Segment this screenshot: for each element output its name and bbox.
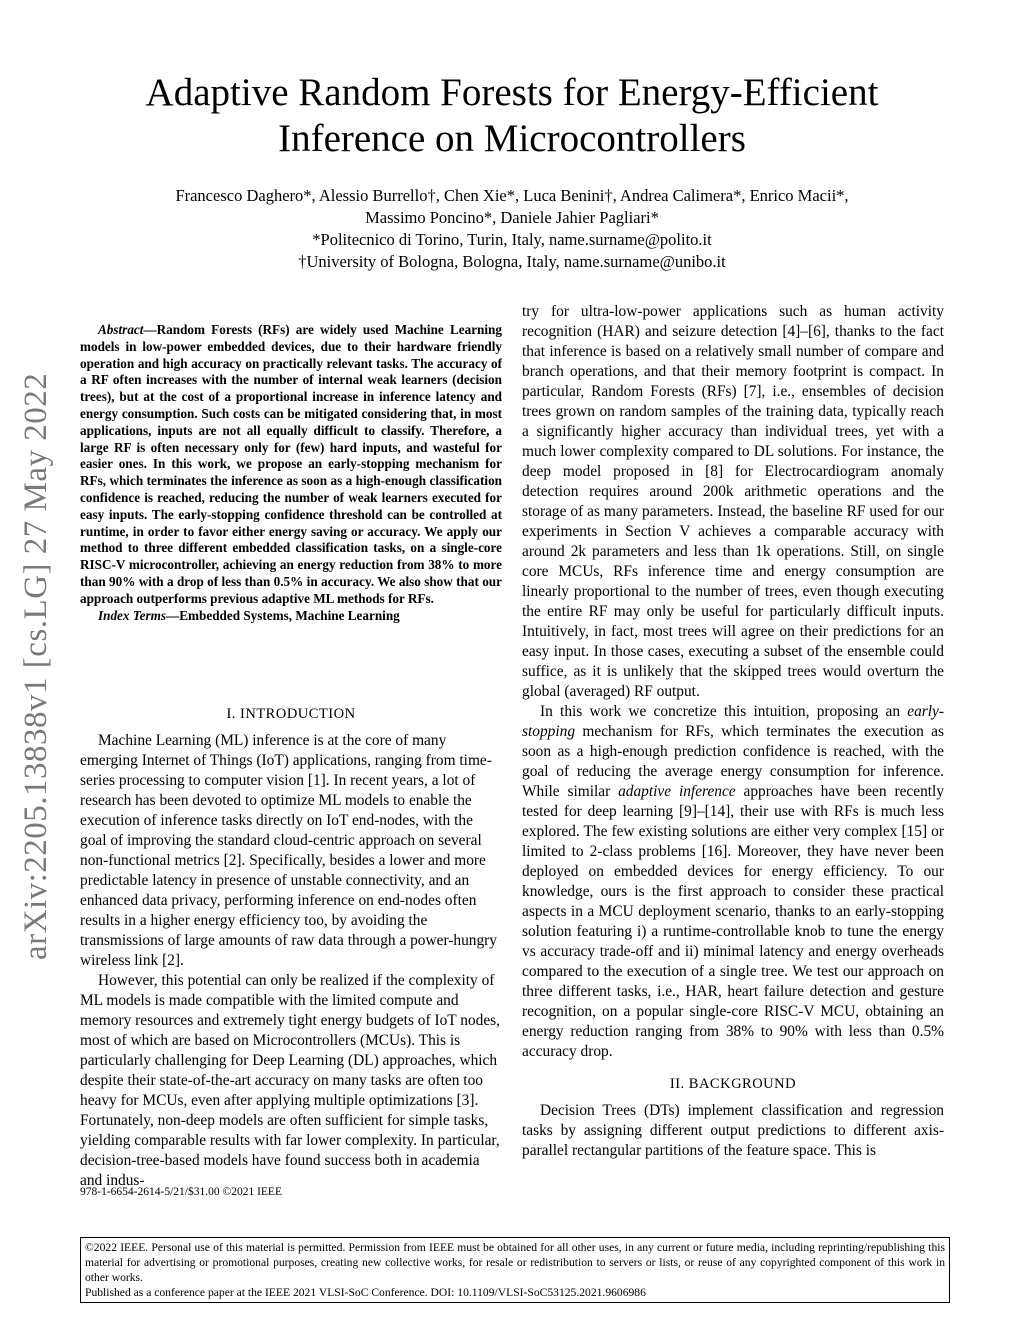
background-paragraph-1: Decision Trees (DTs) implement classification and regression tasks by assigning different output predictions to different axis-parallel rectangular partitions of the feature space. This is: [522, 1102, 944, 1159]
abstract: [80, 322, 502, 624]
intro-paragraph-4: [522, 702, 944, 1062]
index-terms-text: —Embedded Systems, Machine Learning: [166, 607, 400, 623]
authors-block: [80, 185, 944, 273]
authors-line-1: Francesco Daghero*, Alessio Burrello†, Chen Xie*, Luca Benini†, Andrea Calimera*, Enrico Macii*,: [175, 186, 849, 205]
intro-paragraph-1: Machine Learning (ML) inference is at the core of many emerging Internet of Things (IoT) applications, ranging from time-series processing to computer vision [1]. In recent years, a lot of research has been devoted to optimize ML models to enable the execution of inference tasks directly on IoT end-nodes, with the goal of improving the standard cloud-centric approach on several non-functional metrics [2]. Specifically, besides a lower and more predictable latency in presence of unstable connectivity, and an enhanced data privacy, performing inference on end-nodes often results in a higher energy efficiency too, by avoiding the transmissions of large amounts of raw data through a power-hungry wireless link [2].: [80, 732, 497, 969]
authors-line-2: Massimo Poncino*, Daniele Jahier Pagliari*: [365, 208, 659, 227]
intro-paragraph-3: try for ultra-low-power applications such as human activity recognition (HAR) and seizure detection [4]–[6], thanks to the fact that inference is based on a relatively small number of compare and branch operations, and that their memory footprint is compact. In particular, Random Forests (RFs) [7], i.e., ensembles of decision trees grown on random samples of the training data, typically reach a significantly higher accuracy than individual trees, yet with a much lower complexity compared to DL solutions. For instance, the deep model proposed in [8] for Electrocardiogram anomaly detection requires around 200k arithmetic operations and the storage of as many parameters. Instead, the baseline RF used for our experiments in Section V achieves a comparable accuracy with around 2k parameters and less than 1k operations. Still, on single core MCUs, RFs inference time and energy consumption are linearly proportional to the number of trees, even though executing the entire RF may only be useful for particularly difficult inputs. Intuitively, in fact, most trees will agree on their predictions for an easy input. In those cases, executing a subset of the ensemble could suffice, as it is unlikely that the skipped trees would overturn the global (averaged) RF output.: [522, 303, 944, 700]
left-column-body: [80, 692, 502, 1191]
abstract-text: —Random Forests (RFs) are widely used Machine Learning models in low-power embedded devices, due to their hardware friendly operation and high accuracy on practically relevant tasks. The accuracy of a RF often increases with the number of internal weak learners (decision trees), but at the cost of a proportional increase in inference latency and energy consumption. Such costs can be mitigated considering that, in most applications, inputs are not all equally difficult to classify. Therefore, a large RF is often necessary only for (few) hard inputs, and wasteful for easier ones. In this work, we propose an early-stopping mechanism for RFs, which terminates the inference as soon as a high-enough classification confidence is reached, reducing the number of weak learners executed for easy inputs. The early-stopping confidence threshold can be controlled at runtime, in order to favor either energy saving or accuracy. We apply our method to three different embedded classification tasks, on a single-core RISC-V microcontroller, achieving an energy reduction from 38% to more than 90% with a drop of less than 0.5% in accuracy. We also show that our approach outperforms previous adaptive ML methods for RFs.: [80, 322, 502, 606]
intro-p4-part-c: approaches have been recently tested for deep learning [9]–[14], their use with RFs is much less explored. The few existing solutions are either very complex [15] or limited to 2-class problems [16]. Moreover, they have never been deployed on embedded devices for energy efficiency. To our knowledge, ours is the first approach to consider these practical aspects in a MCU deployment scenario, thanks to an early-stopping solution featuring i) a runtime-controllable knob to tune the energy vs accuracy trade-off and ii) minimal latency and energy overheads compared to the execution of a single tree. We test our approach on three different tasks, i.e., HAR, heart failure detection and gesture recognition, on a popular single-core RISC-V MCU, obtaining an energy reduction ranging from 38% to 90% with less than 0.5% accuracy drop.: [522, 783, 945, 1060]
index-terms-label: Index Terms: [98, 607, 167, 623]
paper-title: Adaptive Random Forests for Energy-Efficient Inference on Microcontrollers: [145, 71, 879, 160]
affiliation-2: †University of Bologna, Bologna, Italy, name.surname@unibo.it: [298, 252, 726, 271]
right-column-body: [522, 302, 944, 1161]
intro-p4-part-b: mechanism for RFs, which terminates the execution as soon as a high-enough prediction confidence is reached, with the goal of reducing the average energy consumption for inference. While similar: [522, 723, 944, 800]
section-heading-introduction: I. INTRODUCTION: [226, 706, 356, 722]
notice-text: ©2022 IEEE. Personal use of this material is permitted. Permission from IEEE must be obtained for all other uses, in any current or future media, including reprinting/republishing this material for advertising or promotional purposes, creating new collective works, for resale or redistribution to servers or lists, or reuse of any copyrighted component of this work in other works.: [85, 1241, 945, 1284]
intro-p4-emph-early-stopping: early-stopping: [522, 703, 944, 740]
abstract-label: Abstract: [98, 322, 144, 337]
copyright-footnote: 978-1-6654-2614-5/21/$31.00 ©2021 IEEE: [80, 1186, 282, 1198]
intro-p4-part-a: In this work we concretize this intuition, proposing an: [540, 703, 908, 720]
ieee-notice-box: [80, 1237, 950, 1303]
affiliation-1: *Politecnico di Torino, Turin, Italy, name.surname@polito.it: [312, 230, 712, 249]
intro-p4-emph-adaptive: adaptive inference: [618, 783, 736, 800]
arxiv-stamp: arXiv:2205.13838v1 [cs.LG] 27 May 2022: [18, 372, 54, 960]
publication-note: Published as a conference paper at the IEEE 2021 VLSI-SoC Conference. DOI: 10.1109/VLSI-SoC53125.2021.9606986: [85, 1286, 646, 1299]
intro-paragraph-2: However, this potential can only be realized if the complexity of ML models is made compatible with the limited compute and memory resources and extremely tight energy budgets of IoT nodes, most of which are based on Microcontrollers (MCUs). This is particularly challenging for Deep Learning (DL) approaches, which despite their state-of-the-art accuracy on many tasks are often too heavy for MCUs, even after applying multiple optimizations [3]. Fortunately, non-deep models are often sufficient for simple tasks, yielding comparable results with far lower complexity. In particular, decision-tree-based models have found success both in academia and indus-: [80, 972, 500, 1189]
section-heading-background: II. BACKGROUND: [669, 1076, 797, 1092]
